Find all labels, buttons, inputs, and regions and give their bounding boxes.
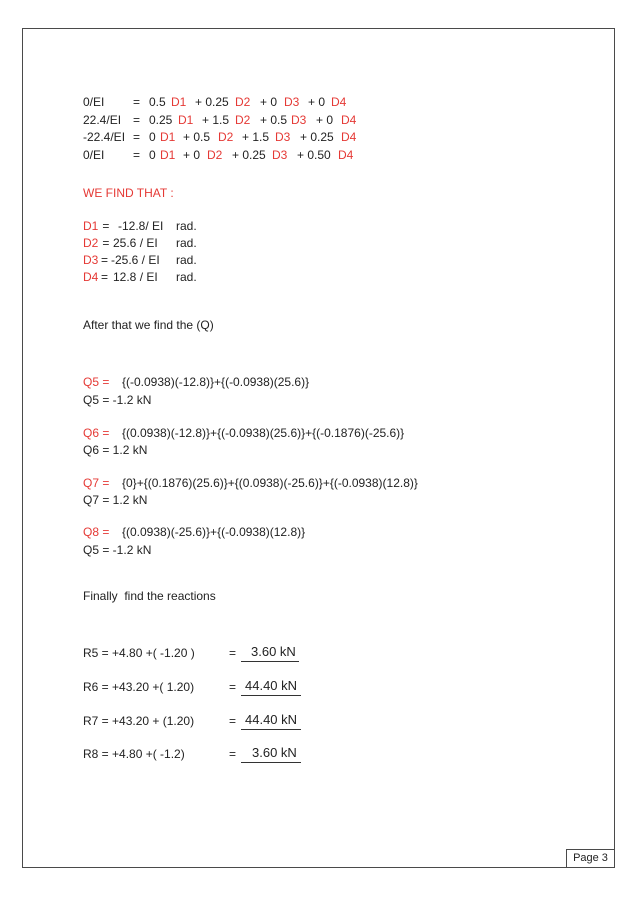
equals-sign: =	[133, 95, 141, 109]
page-number: Page 3	[566, 849, 615, 868]
d2-symbol: D2	[218, 130, 234, 144]
coefficient: + 0.5	[260, 113, 288, 127]
result-unit: rad.	[176, 236, 197, 250]
d1-symbol: D1	[178, 113, 194, 127]
result-value: -25.6 / EI	[111, 253, 160, 267]
coefficient: + 1.5	[202, 113, 230, 127]
coefficient: + 0.25	[300, 130, 334, 144]
d3-symbol: D3	[275, 130, 291, 144]
result-value: -12.8/ EI	[118, 219, 164, 233]
reaction-underline	[241, 729, 301, 730]
result-eq: =	[101, 253, 109, 267]
d4-symbol: D4	[341, 113, 357, 127]
reaction-underline	[241, 661, 299, 662]
coefficient: + 0	[316, 113, 334, 127]
coefficient: 0	[149, 130, 156, 144]
q-name: Q5 =	[83, 375, 110, 389]
result-value: 12.8 / EI	[113, 270, 158, 284]
reaction-expression: R6 = +43.20 +( 1.20)	[83, 680, 195, 694]
d3-symbol: D3	[291, 113, 307, 127]
result-unit: rad.	[176, 219, 197, 233]
coefficient: + 0.5	[183, 130, 211, 144]
d3-symbol: D3	[284, 95, 300, 109]
q-name: Q7 =	[83, 476, 110, 490]
result-name: D2	[83, 236, 99, 250]
finally-text: Finally find the reactions	[83, 589, 216, 603]
equation-lhs: 0/EI	[83, 95, 105, 109]
q-expression: {(0.0938)(-12.8)}+{(-0.0938)(25.6)}+{(-0.1876)(-25.6)}	[122, 426, 405, 440]
q-expression: {(-0.0938)(-12.8)}+{(-0.0938)(25.6)}	[122, 375, 310, 389]
coefficient: 0	[149, 148, 156, 162]
reaction-value: 3.60 kN	[251, 644, 296, 659]
equation-lhs: -22.4/EI	[83, 130, 126, 144]
equals-sign: =	[133, 148, 141, 162]
coefficient: 0.25	[149, 113, 173, 127]
reaction-expression: R5 = +4.80 +( -1.20 )	[83, 646, 195, 660]
d2-symbol: D2	[235, 113, 251, 127]
reaction-value: 44.40 kN	[245, 678, 298, 693]
we-find-heading: WE FIND THAT :	[83, 186, 174, 200]
d1-symbol: D1	[160, 148, 176, 162]
reaction-equals: =	[229, 680, 237, 694]
coefficient: + 0	[260, 95, 278, 109]
q-name: Q8 =	[83, 525, 110, 539]
coefficient: + 0.50	[297, 148, 331, 162]
result-value: 25.6 / EI	[113, 236, 158, 250]
equals-sign: =	[133, 113, 141, 127]
after-text: After that we find the (Q)	[83, 318, 214, 332]
reaction-equals: =	[229, 714, 237, 728]
reaction-value: 3.60 kN	[252, 745, 297, 760]
q-result: Q5 = -1.2 kN	[83, 393, 152, 407]
coefficient: + 0	[183, 148, 201, 162]
q-name: Q6 =	[83, 426, 110, 440]
reaction-expression: R7 = +43.20 + (1.20)	[83, 714, 195, 728]
q-result: Q5 = -1.2 kN	[83, 543, 152, 557]
coefficient: + 0.25	[195, 95, 229, 109]
coefficient: + 1.5	[242, 130, 270, 144]
d4-symbol: D4	[331, 95, 347, 109]
reaction-expression: R8 = +4.80 +( -1.2)	[83, 747, 185, 761]
reaction-value: 44.40 kN	[245, 712, 298, 727]
d4-symbol: D4	[341, 130, 357, 144]
d4-symbol: D4	[338, 148, 354, 162]
d2-symbol: D2	[235, 95, 251, 109]
coefficient: + 0	[308, 95, 326, 109]
result-name: D1	[83, 219, 99, 233]
q-result: Q6 = 1.2 kN	[83, 443, 148, 457]
d1-symbol: D1	[171, 95, 187, 109]
reaction-equals: =	[229, 646, 237, 660]
result-eq: =	[99, 236, 110, 250]
reaction-underline	[241, 695, 301, 696]
result-unit: rad.	[176, 253, 197, 267]
coefficient: 0.5	[149, 95, 166, 109]
equation-lhs: 0/EI	[83, 148, 105, 162]
d3-symbol: D3	[272, 148, 288, 162]
q-result: Q7 = 1.2 kN	[83, 493, 148, 507]
equals-sign: =	[133, 130, 141, 144]
coefficient: + 0.25	[232, 148, 266, 162]
result-name: D4	[83, 270, 99, 284]
q-expression: {0}+{(0.1876)(25.6)}+{(0.0938)(-25.6)}+{(-0.0938)(12.8)}	[122, 476, 418, 490]
equation-lhs: 22.4/EI	[83, 113, 122, 127]
d1-symbol: D1	[160, 130, 176, 144]
result-eq: =	[99, 219, 110, 233]
result-eq: =	[101, 270, 109, 284]
q-expression: {(0.0938)(-25.6)}+{(-0.0938)(12.8)}	[122, 525, 306, 539]
result-name: D3	[83, 253, 99, 267]
reaction-equals: =	[229, 747, 237, 761]
d2-symbol: D2	[207, 148, 223, 162]
reaction-underline	[241, 762, 301, 763]
result-unit: rad.	[176, 270, 197, 284]
